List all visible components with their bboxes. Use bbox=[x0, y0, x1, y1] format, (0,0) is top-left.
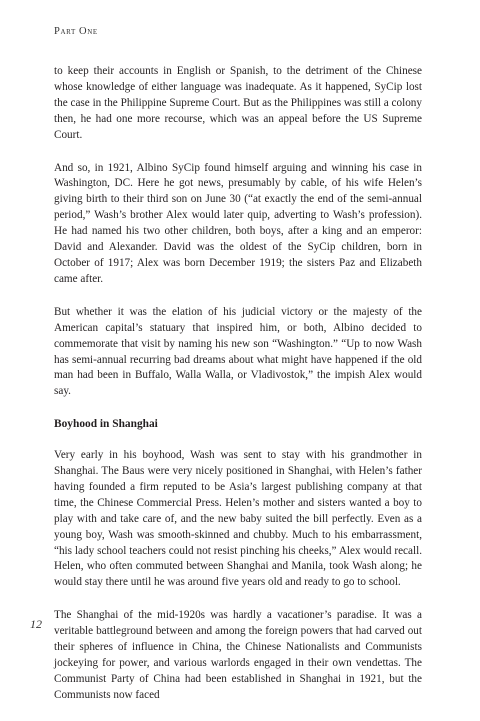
page-number: 12 bbox=[30, 617, 42, 631]
body-text bbox=[54, 64, 422, 721]
paragraph: But whether it was the elation of his judicial victory or the majesty of the American capital’s statuary that inspired him, or both, Albino decided to commemorate that visit by naming his new son “Washington.” “Up to now Wash has semi-annual recurring bad dreams about what might have happened if the old man had been in Buffalo, Walla Walla, or Vladivostok,” the impish Alex would say. bbox=[54, 305, 422, 398]
running-head: Part One bbox=[54, 26, 98, 37]
paragraph: And so, in 1921, Albino SyCip found himself arguing and winning his case in Washington, DC. Here he got news, presumably by cable, of his wife Helen’s giving birth to their third son on June 30 (“at exactly the end of the semi-annual period,” Wash’s brother Alex would later quip, adverting to Wash’s profession). He had named his two other children, both boys, after a king and an emperor: David and Alexander. David was the oldest of the SyCip children, born in October of 1917; Alex was born December 1919; the sisters Paz and Elizabeth came after. bbox=[54, 161, 422, 285]
paragraph: to keep their accounts in English or Spanish, to the detriment of the Chinese whose knowledge of either language was inadequate. As it happened, SyCip lost the case in the Philippine Supreme Court. But as the Philippines was still a colony then, he had one more recourse, which was an appeal before the US Supreme Court. bbox=[54, 65, 422, 141]
paragraph: Very early in his boyhood, Wash was sent to stay with his grandmother in Shanghai. The Baus were very nicely positioned in Shanghai, with Helen’s father having founded a firm reputed to be Asia’s largest publishing company at that time, the Chinese Commercial Press. Helen’s mother and sisters wanted a boy to play with and take care of, and the new baby suited the bill perfectly. Even as a young boy, Wash was smooth-skinned and chubby. Much to his embarrassment, “his lady school teachers could not resist pinching his cheeks,” Alex would recall. Helen, who often commuted between Shanghai and Manila, took Wash along; he would stay there until he was around five years old and ready to go to school. bbox=[54, 449, 422, 589]
section-heading: Boyhood in Shanghai bbox=[54, 418, 158, 431]
paragraph: The Shanghai of the mid-1920s was hardly a vacationer’s paradise. It was a veritable battleground between and among the foreign powers that had carved out their spheres of influence in China, the Chinese Nationalists and Communists jockeying for power, and various warlords engaged in their own vendettas. The Communist Party of China had been established in Shanghai in 1921, but the Communists now faced bbox=[54, 609, 422, 701]
